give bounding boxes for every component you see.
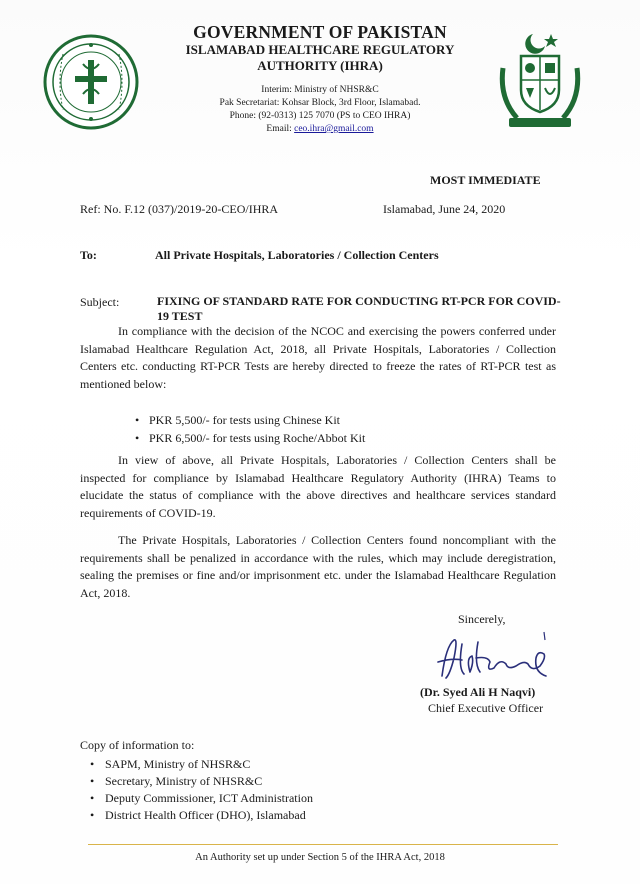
- footer-text: An Authority set up under Section 5 of the IHRA Act, 2018: [195, 852, 445, 863]
- copy-item: • Secretary, Ministry of NHSR&C: [90, 773, 313, 790]
- email-link[interactable]: ceo.ihra@gmail.com: [294, 124, 374, 134]
- interim-ministry: Interim: Ministry of NHSR&C: [261, 85, 379, 95]
- letter-date: Islamabad, June 24, 2020: [383, 202, 506, 216]
- subject-label: Subject:: [80, 295, 120, 309]
- paragraph-penalty: [80, 532, 556, 602]
- paragraph-inspection: [80, 452, 556, 522]
- closing: Sincerely,: [458, 612, 506, 626]
- paragraph-inspection-text: In view of above, all Private Hospitals, Laboratories / Collection Centers shall be inspected for compliance by Islamabad Healthcare Regulatory Authority (IHRA) Teams to elucidate the status of compliance with the above directives and healthcare services standard requirements of COVID-19.: [80, 453, 556, 520]
- organization-name: [150, 42, 490, 74]
- priority-label: MOST IMMEDIATE: [430, 173, 541, 187]
- subject-text: FIXING OF STANDARD RATE FOR CONDUCTING RT-PCR FOR COVID-19 TEST: [157, 294, 561, 323]
- reference-number: Ref: No. F.12 (037)/2019-20-CEO/IHRA: [80, 202, 279, 216]
- paragraph-compliance-text: In compliance with the decision of the NCOC and exercising the powers conferred under Islamabad Healthcare Regulation Act, 2018, all Private Hospitals, Laboratories / Collection Centers etc. conducting RT-PCR Tests are hereby directed to freeze the rates of RT-PCR test as mentioned below:: [80, 324, 556, 391]
- copy-item: • SAPM, Ministry of NHSR&C: [90, 756, 313, 773]
- copy-label: Copy of information to:: [80, 738, 195, 752]
- to-label: To:: [80, 248, 97, 262]
- rate-item: • PKR 6,500/- for tests using Roche/Abbot Kit: [135, 429, 365, 447]
- pakistan-emblem-icon: [495, 28, 585, 132]
- organization-name-line1: ISLAMABAD HEALTHCARE REGULATORY: [185, 42, 455, 57]
- rate-item: • PKR 5,500/- for tests using Chinese Kit: [135, 411, 365, 429]
- email-line: [150, 123, 490, 136]
- paragraph-penalty-text: The Private Hospitals, Laboratories / Collection Centers found noncompliant with the requirements shall be penalized in accordance with the rules, which may include deregistration, sealing the premises or fine and/or imprisonment etc. under the Islamabad Healthcare Regulation Act, 2018.: [80, 533, 556, 600]
- phone-number: Phone: (92-0313) 125 7070 (PS to CEO IHRA): [229, 111, 411, 121]
- government-heading: GOVERNMENT OF PAKISTAN: [193, 22, 447, 42]
- email-label: Email:: [266, 124, 295, 134]
- organization-name-line2: AUTHORITY (IHRA): [257, 58, 383, 73]
- signatory-name: (Dr. Syed Ali H Naqvi): [420, 685, 536, 699]
- copy-item: • District Health Officer (DHO), Islamabad: [90, 807, 313, 824]
- ihra-seal-icon: [43, 34, 139, 130]
- secretariat-address: Pak Secretariat: Kohsar Block, 3rd Floor, Islamabad.: [219, 98, 421, 108]
- copy-list: [90, 756, 313, 824]
- copy-item: • Deputy Commissioner, ICT Administration: [90, 790, 313, 807]
- paragraph-compliance: [80, 323, 556, 393]
- footer-divider: [88, 844, 558, 845]
- rate-list: [135, 411, 365, 447]
- recipient: All Private Hospitals, Laboratories / Collection Centers: [155, 248, 439, 262]
- signature-image: [428, 628, 558, 690]
- signatory-title: Chief Executive Officer: [428, 701, 544, 715]
